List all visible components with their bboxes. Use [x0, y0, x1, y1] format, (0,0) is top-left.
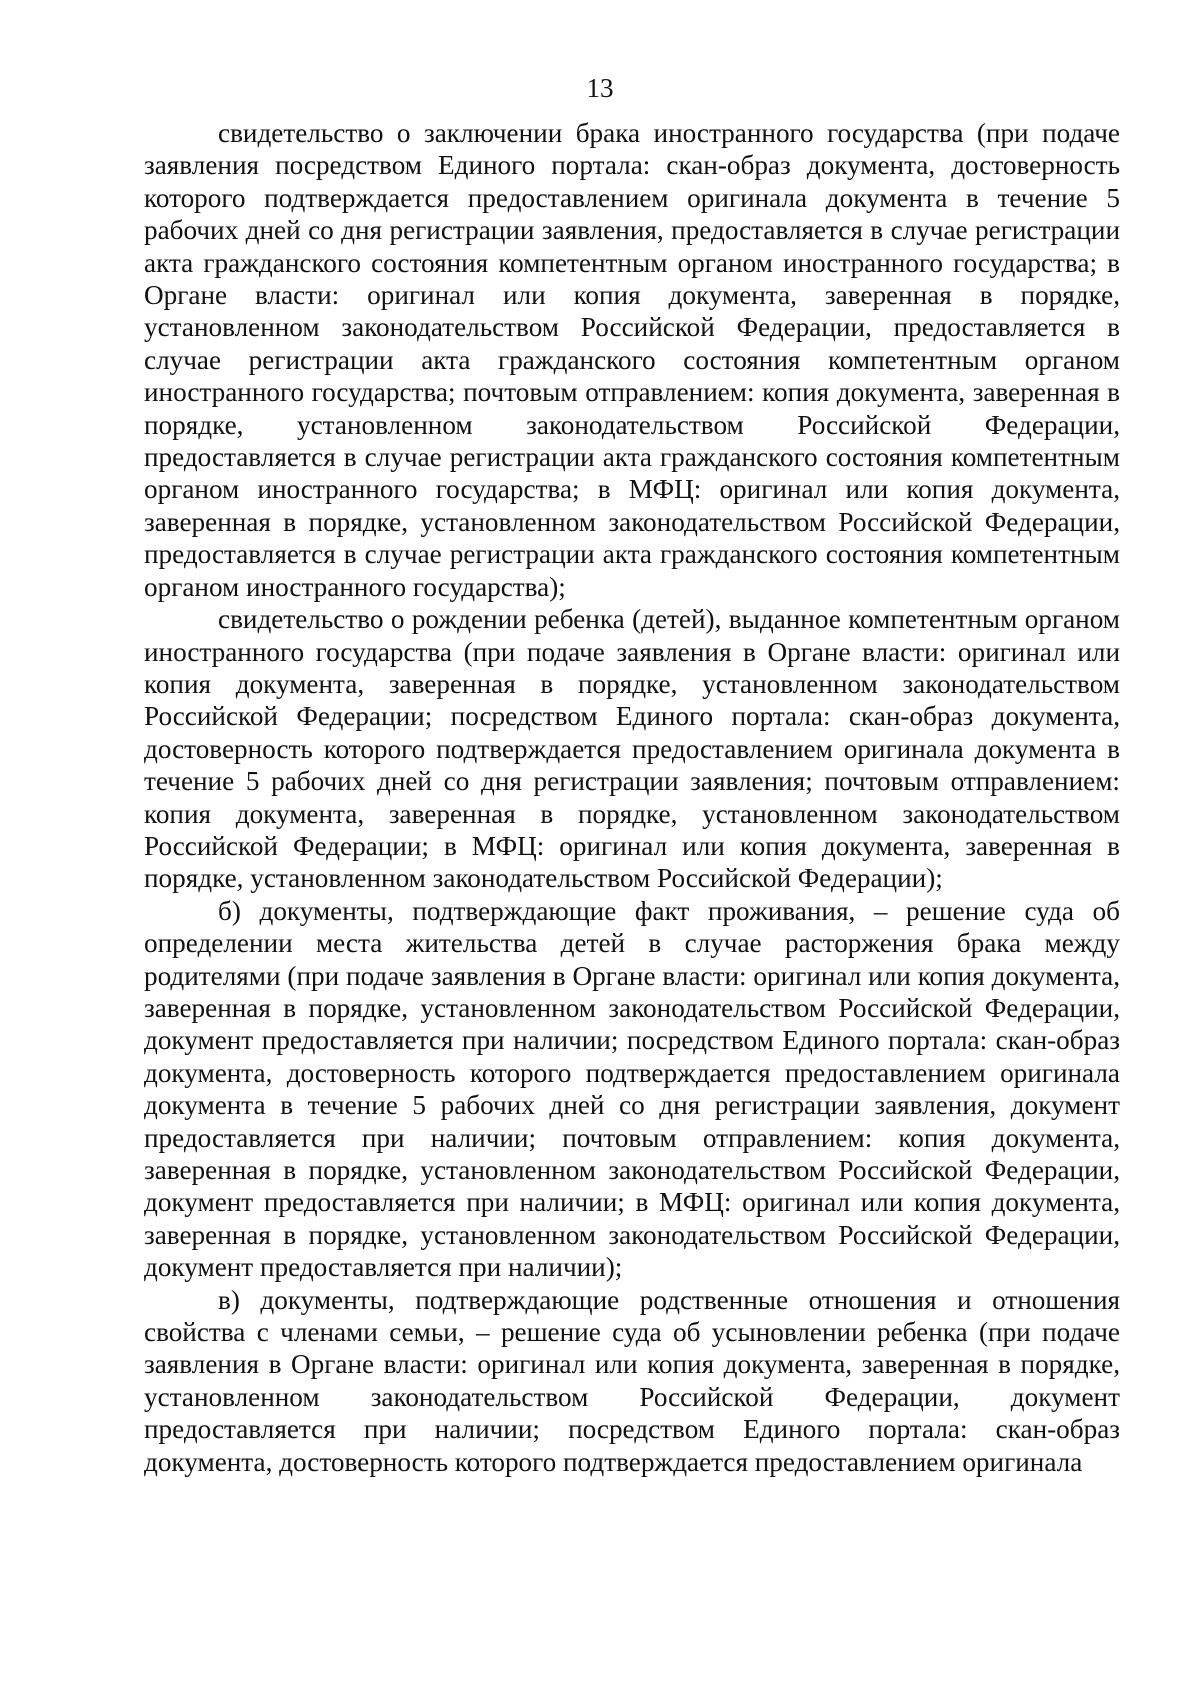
- paragraph-marriage-certificate: свидетельство о заключении брака иностранного государства (при подаче заявления посредством Единого портала: скан-образ документа, достоверность которого подтверждается предоставлением оригинала документа в течение 5 рабочих дней со дня регистрации заявления, предоставляется в случае регистрации акта гражданского состояния компетентным органом иностранного государства; в Органе власти: оригинал или копия документа, заверенная в порядке, установленном законодательством Российской Федерации, предоставляется в случае регистрации акта гражданского состояния компетентным органом иностранного государства; почтовым отправлением: копия документа, заверенная в порядке, установленном законодательством Российской Федерации, предоставляется в случае регистрации акта гражданского состояния компетентным органом иностранного государства; в МФЦ: оригинал или копия документа, заверенная в порядке, установленном законодательством Российской Федерации, предоставляется в случае регистрации акта гражданского состояния компетентным органом иностранного государства);: [144, 118, 1120, 602]
- paragraph-kinship-documents: в) документы, подтверждающие родственные отношения и отношения свойства с членами семьи, – решение суда об усыновлении ребенка (при подаче заявления в Органе власти: оригинал или копия документа, заверенная в порядке, установленном законодательством Российской Федерации, документ предоставляется при наличии; посредством Единого портала: скан-образ документа, достоверность которого подтверждается предоставлением оригинала: [144, 1284, 1120, 1477]
- page-number: 13: [586, 73, 614, 103]
- document-body: [144, 117, 1120, 1478]
- paragraph-birth-certificate: свидетельство о рождении ребенка (детей), выданное компетентным органом иностранного государства (при подаче заявления в Органе власти: оригинал или копия документа, заверенная в порядке, установленном законодательством Российской Федерации; посредством Единого портала: скан-образ документа, достоверность которого подтверждается предоставлением оригинала документа в течение 5 рабочих дней со дня регистрации заявления; почтовым отправлением: копия документа, заверенная в порядке, установленном законодательством Российской Федерации; в МФЦ: оригинал или копия документа, заверенная в порядке, установленном законодательством Российской Федерации);: [144, 604, 1120, 894]
- paragraph-residence-documents: б) документы, подтверждающие факт проживания, – решение суда об определении места жительства детей в случае расторжения брака между родителями (при подаче заявления в Органе власти: оригинал или копия документа, заверенная в порядке, установленном законодательством Российской Федерации, документ предоставляется при наличии; посредством Единого портала: скан-образ документа, достоверность которого подтверждается предоставлением оригинала документа в течение 5 рабочих дней со дня регистрации заявления, документ предоставляется при наличии; почтовым отправлением: копия документа, заверенная в порядке, установленном законодательством Российской Федерации, документ предоставляется при наличии; в МФЦ: оригинал или копия документа, заверенная в порядке, установленном законодательством Российской Федерации, документ предоставляется при наличии);: [144, 895, 1120, 1283]
